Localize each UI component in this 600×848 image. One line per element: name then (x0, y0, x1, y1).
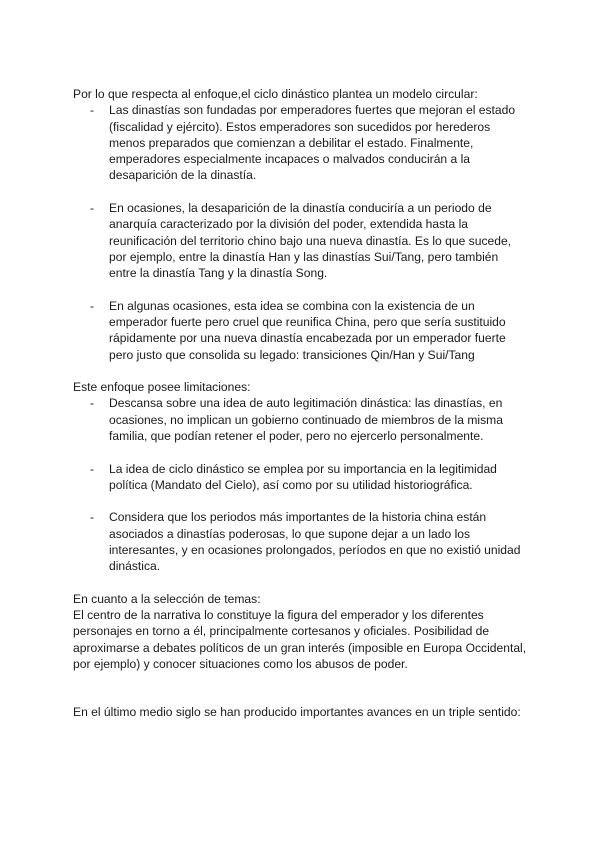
document-page (73, 86, 529, 720)
list-item (73, 102, 529, 183)
list-item-text: En ocasiones, la desaparición de la dinastía conduciría a un periodo de anarquía caracterizado por la división del poder, extendida hasta la reunificación del territorio chino bajo una nueva dinastía. Es lo que sucede, por ejemplo, entre la dinastía Han y las dinastías Sui/Tang, pero también entre la dinastía Tang y la dinastía Song. (109, 201, 512, 281)
list-item-text: Considera que los periodos más importantes de la historia china están asociados a dinastías poderosas, lo que supone dejar a un lado los interesantes, y en ocasiones prolongados, períodos en que no existió unidad dinástica. (109, 510, 521, 574)
list-dash: - (90, 396, 95, 411)
dynastic-cycle-list (73, 102, 529, 363)
list-dash: - (90, 298, 95, 313)
list-dash: - (90, 510, 95, 525)
topics-paragraph: El centro de la narrativa lo constituye la figura del emperador y los diferentes personajes en torno a él, principalmente cortesanos y oficiales. Posibilidad de aproximarse a debates políticos de un gran interés (imposible en Europa Occidental, por ejemplo) y conocer situaciones como los abusos de poder. (73, 607, 527, 671)
list-dash: - (90, 103, 95, 118)
list-item (73, 200, 529, 281)
list-item-text: En algunas ocasiones, esta idea se combina con la existencia de un emperador fuerte pero cruel que reunifica China, pero que sería sustituido rápidamente por una nueva dinastía encabezada por un emperador fuerte pero justo que consolida su legado: transiciones Qin/Han y Sui/Tang (109, 298, 506, 362)
intro-paragraph: Por lo que respecta al enfoque,el ciclo dinástico plantea un modelo circular: (73, 87, 478, 101)
list-dash: - (90, 201, 95, 216)
spacer (73, 363, 529, 379)
list-item (73, 298, 529, 363)
spacer (73, 575, 529, 591)
closing-paragraph: En el último medio siglo se han producido importantes avances en un triple sentido: (73, 705, 521, 720)
list-item-text: Descansa sobre una idea de auto legitimación dinástica: las dinastías, en ocasiones, no implican un gobierno continuado de miembros de la misma familia, que podían retener el poder, pero no ejercerlo personalmente. (109, 396, 503, 443)
list-item (73, 395, 529, 444)
list-item-text: La idea de ciclo dinástico se emplea por su importancia en la legitimidad política (Mandato del Cielo), así como por su utilidad historiográfica. (109, 461, 497, 492)
list-item-text: Las dinastías son fundadas por emperadores fuertes que mejoran el estado (fiscalidad y ejército). Estos emperadores son sucedidos por herederos menos preparados que comienzan a debilitar el estado. Finalmente, emperadores especialmente incapaces o malvados conducirán a la desaparición de la dinastía. (109, 103, 516, 183)
spacer (73, 672, 529, 704)
limitations-list (73, 395, 529, 574)
list-item (73, 509, 529, 574)
limitations-heading: Este enfoque posee limitaciones: (73, 380, 251, 395)
topics-heading: En cuanto a la selección de temas: (73, 591, 261, 606)
list-dash: - (90, 461, 95, 476)
list-item (73, 461, 529, 494)
